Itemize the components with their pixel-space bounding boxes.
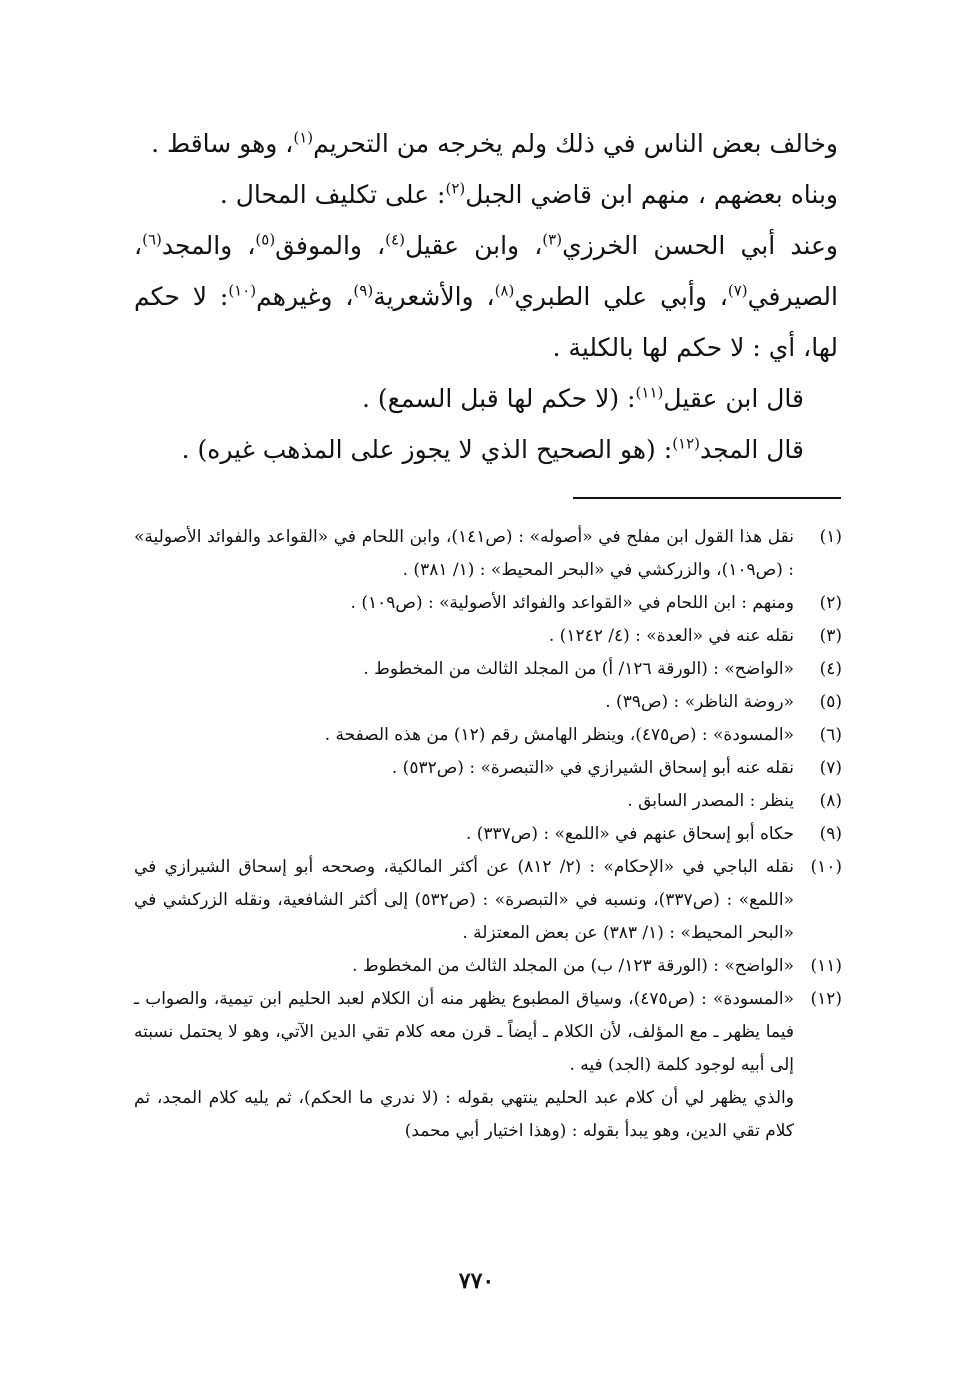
footnote-10 [134, 851, 842, 950]
text: ، والأشعرية [373, 282, 495, 311]
footnote-number: (٨) [819, 791, 842, 811]
footnote-text: حكاه أبو إسحاق عنهم في «اللمع» : (ص٣٣٧) . [465, 824, 794, 844]
footnote-2 [134, 587, 842, 620]
text: قال المجد [700, 435, 804, 464]
footnote-text: نقله عنه أبو إسحاق الشيرازي في «التبصرة» : (ص٥٣٢) . [391, 758, 794, 778]
paragraph-3 [134, 220, 838, 373]
footnote-9 [134, 818, 842, 851]
text: ، وابن عقيل [404, 231, 543, 260]
paragraph-4 [134, 373, 838, 424]
footnote-12 [134, 983, 842, 1082]
text: وخالف بعض الناس في ذلك ولم يخرجه من التحريم [313, 129, 838, 158]
footnote-text: «الواضح» : (الورقة ١٢٣/ ب) من المجلد الثالث من المخطوط . [352, 956, 794, 976]
text: ، وهو ساقط . [151, 129, 294, 158]
footnote-number: (١٠) [810, 857, 842, 877]
text: : (هو الصحيح الذي لا يجوز على المذهب غيره) . [181, 435, 673, 464]
footnote-ref[interactable]: (٤) [385, 230, 405, 249]
footnote-text: ينظر : المصدر السابق . [627, 791, 794, 811]
footnote-text: نقل هذا القول ابن مفلح في «أصوله» : (ص١٤١)، وابن اللحام في «القواعد والفوائد الأصولية» : (ص١٠٩)، والزركشي في «البحر المحيط» : (١/ ٣٨١) . [134, 527, 794, 580]
footnote-text: «الواضح» : (الورقة ١٢٦/ أ) من المجلد الثالث من المخطوط . [363, 659, 794, 679]
text: وعند أبي الحسن الخرزي [562, 231, 838, 260]
text: : لا حكم لها، أي : لا حكم لها بالكلية . [134, 282, 838, 362]
footnote-number: (٥) [819, 692, 842, 712]
footnote-6 [134, 719, 842, 752]
text: ، والمجد [161, 231, 256, 260]
footnote-divider [573, 497, 841, 499]
paragraph-1 [134, 118, 838, 169]
text: ، وغيرهم [256, 282, 354, 311]
footnote-ref[interactable]: (٥) [255, 230, 276, 249]
footnote-5 [134, 686, 842, 719]
footnote-number: (٩) [819, 824, 842, 844]
footnote-text: «روضة الناظر» : (ص٣٩) . [605, 692, 794, 712]
text: قال ابن عقيل [663, 384, 804, 413]
footnote-ref[interactable]: (١١) [635, 383, 664, 402]
footnote-number: (٤) [819, 659, 842, 679]
footnote-number: (٢) [819, 593, 842, 613]
footnote-ref[interactable]: (٢) [445, 179, 466, 198]
footnote-ref[interactable]: (٧) [727, 281, 748, 300]
footnote-number: (١) [819, 527, 842, 547]
footnote-12-continuation: والذي يظهر لي أن كلام عبد الحليم ينتهي بقوله : (لا ندري ما الحكم)، ثم يليه كلام المجد، ثم كلام تقي الدين، وهو يبدأ بقوله : (وهذا اختيار أبي محمد) [134, 1088, 794, 1141]
footnote-3 [134, 620, 842, 653]
footnote-text: «المسودة» : (ص٤٧٥)، وسياق المطبوع يظهر منه أن الكلام لعبد الحليم ابن تيمية، والصواب ـ فيما يظهر ـ مع المؤلف، لأن الكلام ـ أيضاً ـ قرن معه كلام تقي الدين الآتي، وهو لا يحتمل نسبته إلى أبيه لوجود كلمة (الجد) فيه . [134, 989, 794, 1075]
text: : (لا حكم لها قبل السمع) . [362, 384, 636, 413]
footnote-number: (١٢) [810, 989, 842, 1009]
main-text [134, 118, 838, 475]
footnote-text: نقله عنه في «العدة» : (٤/ ١٢٤٢) . [548, 626, 794, 646]
footnote-ref[interactable]: (٣) [542, 230, 563, 249]
footnotes [134, 521, 842, 1148]
text: ، والموفق [275, 231, 386, 260]
footnote-number: (١١) [810, 956, 842, 976]
text: ، وأبي علي الطبري [514, 282, 728, 311]
footnote-ref[interactable]: (٦) [142, 230, 162, 249]
footnote-ref[interactable]: (٨) [494, 281, 515, 300]
footnote-8 [134, 785, 842, 818]
footnote-text: نقله الباجي في «الإحكام» : (٢/ ٨١٢) عن أكثر المالكية، وصححه أبو إسحاق الشيرازي في «اللمع» : (ص٣٣٧)، ونسبه في «التبصرة» : (ص٥٣٢) إلى أكثر الشافعية، ونقله الزركشي في «البحر المحيط» : (١/ ٣٨٣) عن بعض المعتزلة . [134, 857, 794, 943]
footnote-text: «المسودة» : (ص٤٧٥)، وينظر الهامش رقم (١٢) من هذه الصفحة . [324, 725, 794, 745]
footnote-number: (٧) [819, 758, 842, 778]
page-number: ٧٧٠ [458, 1268, 495, 1294]
footnote-ref[interactable]: (١) [293, 128, 314, 147]
footnote-text: ومنهم : ابن اللحام في «القواعد والفوائد الأصولية» : (ص١٠٩) . [350, 593, 794, 613]
paragraph-5 [134, 424, 838, 475]
footnote-7 [134, 752, 842, 785]
footnote-11 [134, 950, 842, 983]
footnote-ref[interactable]: (٩) [353, 281, 374, 300]
footnote-1 [134, 521, 842, 587]
text: وبناه بعضهم ، منهم ابن قاضي الجبل [465, 180, 838, 209]
footnote-4 [134, 653, 842, 686]
footnote-ref[interactable]: (١٠) [228, 281, 257, 300]
text: ، الصيرفي [134, 231, 838, 311]
text: : على تكليف المحال . [219, 180, 446, 209]
footnote-number: (٣) [819, 626, 842, 646]
paragraph-2 [134, 169, 838, 220]
footnote-number: (٦) [819, 725, 842, 745]
footnote-ref[interactable]: (١٢) [672, 434, 701, 453]
